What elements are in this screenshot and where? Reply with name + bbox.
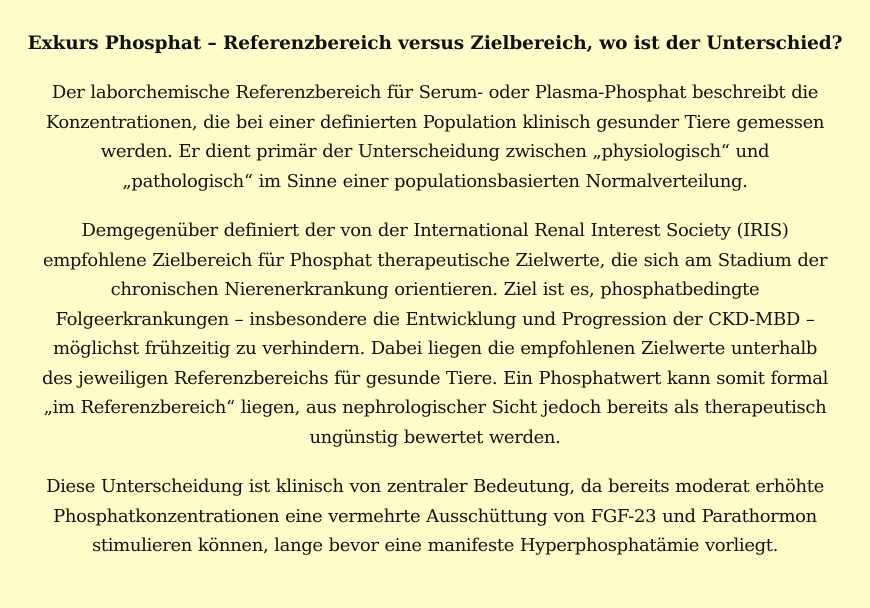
paragraph-clinical-relevance <box>12 472 858 561</box>
text-line: Demgegenüber definiert der von der International Renal Interest Society (IRIS) <box>81 220 789 241</box>
text-line: „im Referenzbereich“ liegen, aus nephrologischer Sicht jedoch bereits als therapeutisch <box>43 397 827 418</box>
paragraph-target-range <box>12 216 858 452</box>
text-line: chronischen Nierenerkrankung orientieren. Ziel ist es, phosphatbedingte <box>110 279 760 300</box>
paragraph-reference-range <box>12 78 858 196</box>
text-line: möglichst frühzeitig zu verhindern. Dabei liegen die empfohlenen Zielwerte unterhalb <box>52 338 818 359</box>
text-line: Phosphatkonzentrationen eine vermehrte Ausschüttung von FGF-23 und Parathormon <box>53 505 817 527</box>
box-title: Exkurs Phosphat – Referenzbereich versus Zielbereich, wo ist der Unterschied? <box>27 33 843 54</box>
text-line: Der laborchemische Referenzbereich für Serum- oder Plasma-Phosphat beschreibt die <box>51 82 819 103</box>
text-line: „pathologisch“ im Sinne einer populationsbasierten Normalverteilung. <box>122 170 748 192</box>
text-line: des jeweiligen Referenzbereichs für gesunde Tiere. Ein Phosphatwert kann somit formal <box>41 367 829 389</box>
text-line: ungünstig bewertet werden. <box>309 426 561 448</box>
text-line: Diese Unterscheidung ist klinisch von zentraler Bedeutung, da bereits moderat erhöhte <box>46 476 824 497</box>
text-line: stimulieren können, lange bevor eine manifeste Hyperphosphatämie vorliegt. <box>91 535 779 556</box>
text-line: werden. Er dient primär der Unterscheidung zwischen „physiologisch“ und <box>100 141 770 162</box>
text-line: Folgeerkrankungen – insbesondere die Entwicklung und Progression der CKD-MBD – <box>55 308 815 330</box>
text-line: Konzentrationen, die bei einer definierten Population klinisch gesunder Tiere gemessen <box>45 111 825 133</box>
text-line: empfohlene Zielbereich für Phosphat therapeutische Zielwerte, die sich am Stadium der <box>42 249 828 271</box>
